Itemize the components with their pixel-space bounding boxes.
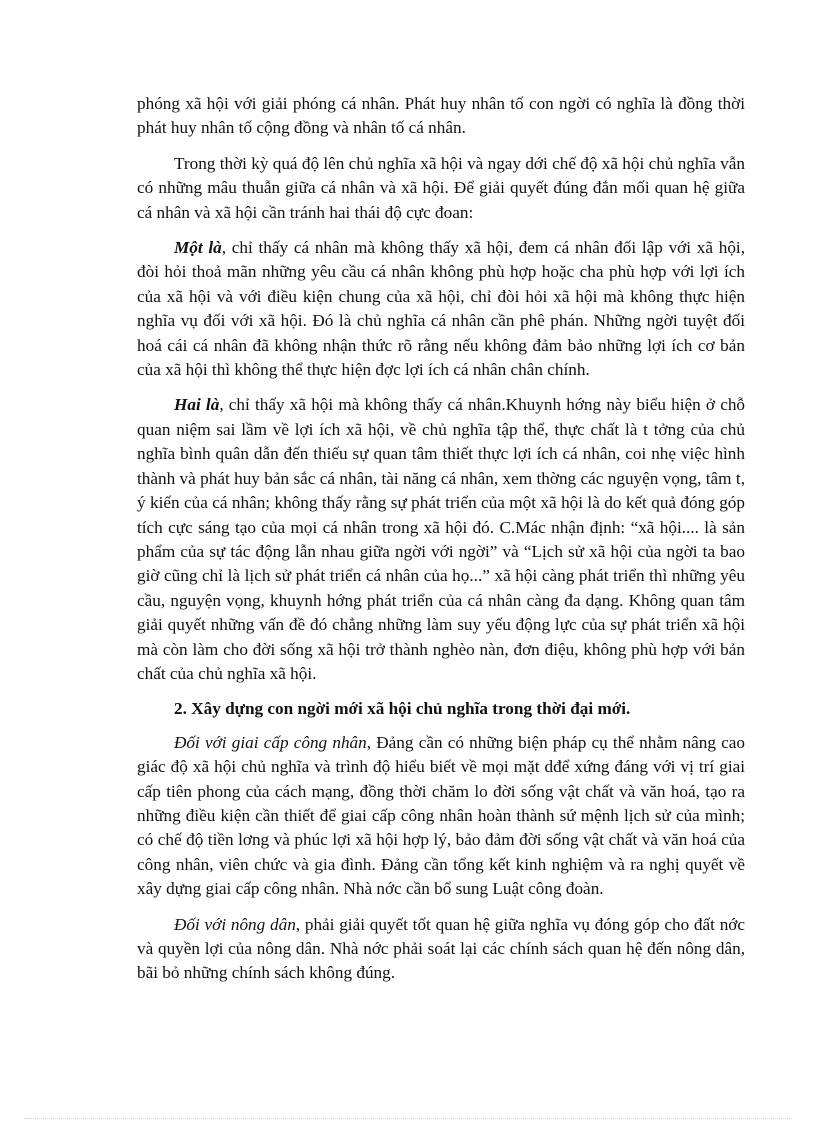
paragraph-6-lead: Đối với nông dân — [174, 914, 296, 934]
section-heading: 2. Xây dựng con ngời mới xã hội chủ nghĩa trong thời đại mới. — [174, 699, 631, 719]
paragraph-6-body: , phải giải quyết tốt quan hệ giữa nghĩa vụ đóng góp cho đất nớc và quyền lợi của nông dân. Nhà nớc phải soát lại các chính sách quan hệ đến nông dân, bãi bỏ những chính sách không đúng. — [137, 914, 746, 983]
paragraph-5-lead: Đối với giai cấp công nhân — [174, 732, 367, 752]
paragraph-4-lead: Hai là — [174, 395, 220, 415]
paragraph-3-body: , chỉ thấy cá nhân mà không thấy xã hội, đem cá nhân đối lập với xã hội, đòi hỏi thoả mãn những yêu cầu cá nhân không phù hợp hoặc cha phù hợp với lợi ích của xã hội và với điều kiện chung của xã hội, chỉ đòi hỏi xã hội mà không thực hiện nghĩa vụ đối với xã hội. Đó là chủ nghĩa cá nhân cần phê phán. Những ngời tuyệt đối hoá cái cá nhân đã không nhận thức rõ rằng nếu không đảm bảo những lợi ích cơ bản của xã hội thì không thể thực hiện đợc lợi ích cá nhân chân chính. — [137, 238, 745, 380]
paragraph-4-body: , chỉ thấy xã hội mà không thấy cá nhân.Khuynh hớng này biểu hiện ở chỗ quan niệm sai lầm về lợi ích xã hội, về chủ nghĩa tập thể, thực chất là t tởng của chủ nghĩa bình quân dẫn đến thiếu sự quan tâm thiết thực lợi ích cá nhân, coi nhẹ việc hình thành và phát huy bản sắc cá nhân, tài năng cá nhân, xem thờng các nguyện vọng, tâm t, ý kiến của cá nhân; không thấy rằng sự phát triển của một xã hội là do kết quả đóng góp tích cực sáng tạo của mọi cá nhân trong xã hội đó. C.Mác nhận định: “xã hội.... là sản phẩm của sự tác động lẫn nhau giữa ngời với ngời” và “Lịch sử xã hội của ngời ta bao giờ cũng chỉ là lịch sử phát triển cá nhân của họ...” xã hội càng phát triển thì những yêu cầu, nguyện vọng, khuynh hớng phát triển của cá nhân càng đa dạng. Không quan tâm giải quyết những vấn đề đó chẳng những làm suy yếu động lực của sự phát triển xã hội mà còn làm cho đời sống xã hội trở thành nghèo nàn, đơn điệu, không phù hợp với bản chất của chủ nghĩa xã hội. — [137, 395, 746, 683]
paragraph-3-lead: Một là — [174, 238, 222, 258]
paragraph-5 — [137, 731, 745, 902]
document-page — [137, 92, 745, 997]
paragraph-2: Trong thời kỳ quá độ lên chủ nghĩa xã hội và ngay dới chế độ xã hội chủ nghĩa vẫn có những mâu thuẫn giữa cá nhân và xã hội. Để giải quyết đúng đắn mối quan hệ giữa cá nhân và xã hội cần tránh hai thái độ cực đoan: — [137, 153, 745, 222]
paragraph-6 — [137, 913, 745, 986]
paragraph-3 — [137, 236, 745, 382]
page-bottom-divider — [24, 1118, 792, 1119]
paragraph-1: phóng xã hội với giải phóng cá nhân. Phát huy nhân tố con ngời có nghĩa là đồng thời phát huy nhân tố cộng đồng và nhân tố cá nhân. — [137, 94, 745, 138]
paragraph-5-body: , Đảng cần có những biện pháp cụ thể nhằm nâng cao giác độ xã hội chủ nghĩa và trình độ hiểu biết về mọi mặt dđể xứng đáng với vị trí giai cấp tiên phong của cách mạng, đồng thời chăm lo đời sống vật chất và văn hoá, tạo ra những điều kiện cần thiết để giai cấp công nhân hoàn thành sứ mệnh lịch sử của mình; có chế độ tiền lơng và phúc lợi xã hội hợp lý, bảo đảm đời sống vật chất và văn hoá của công nhân, viên chức và gia đình. Đảng cần tổng kết kinh nghiệm và ra nghị quyết về xây dựng giai cấp công nhân. Nhà nớc cần bổ sung Luật công đoàn. — [137, 732, 745, 899]
paragraph-4 — [137, 393, 745, 686]
